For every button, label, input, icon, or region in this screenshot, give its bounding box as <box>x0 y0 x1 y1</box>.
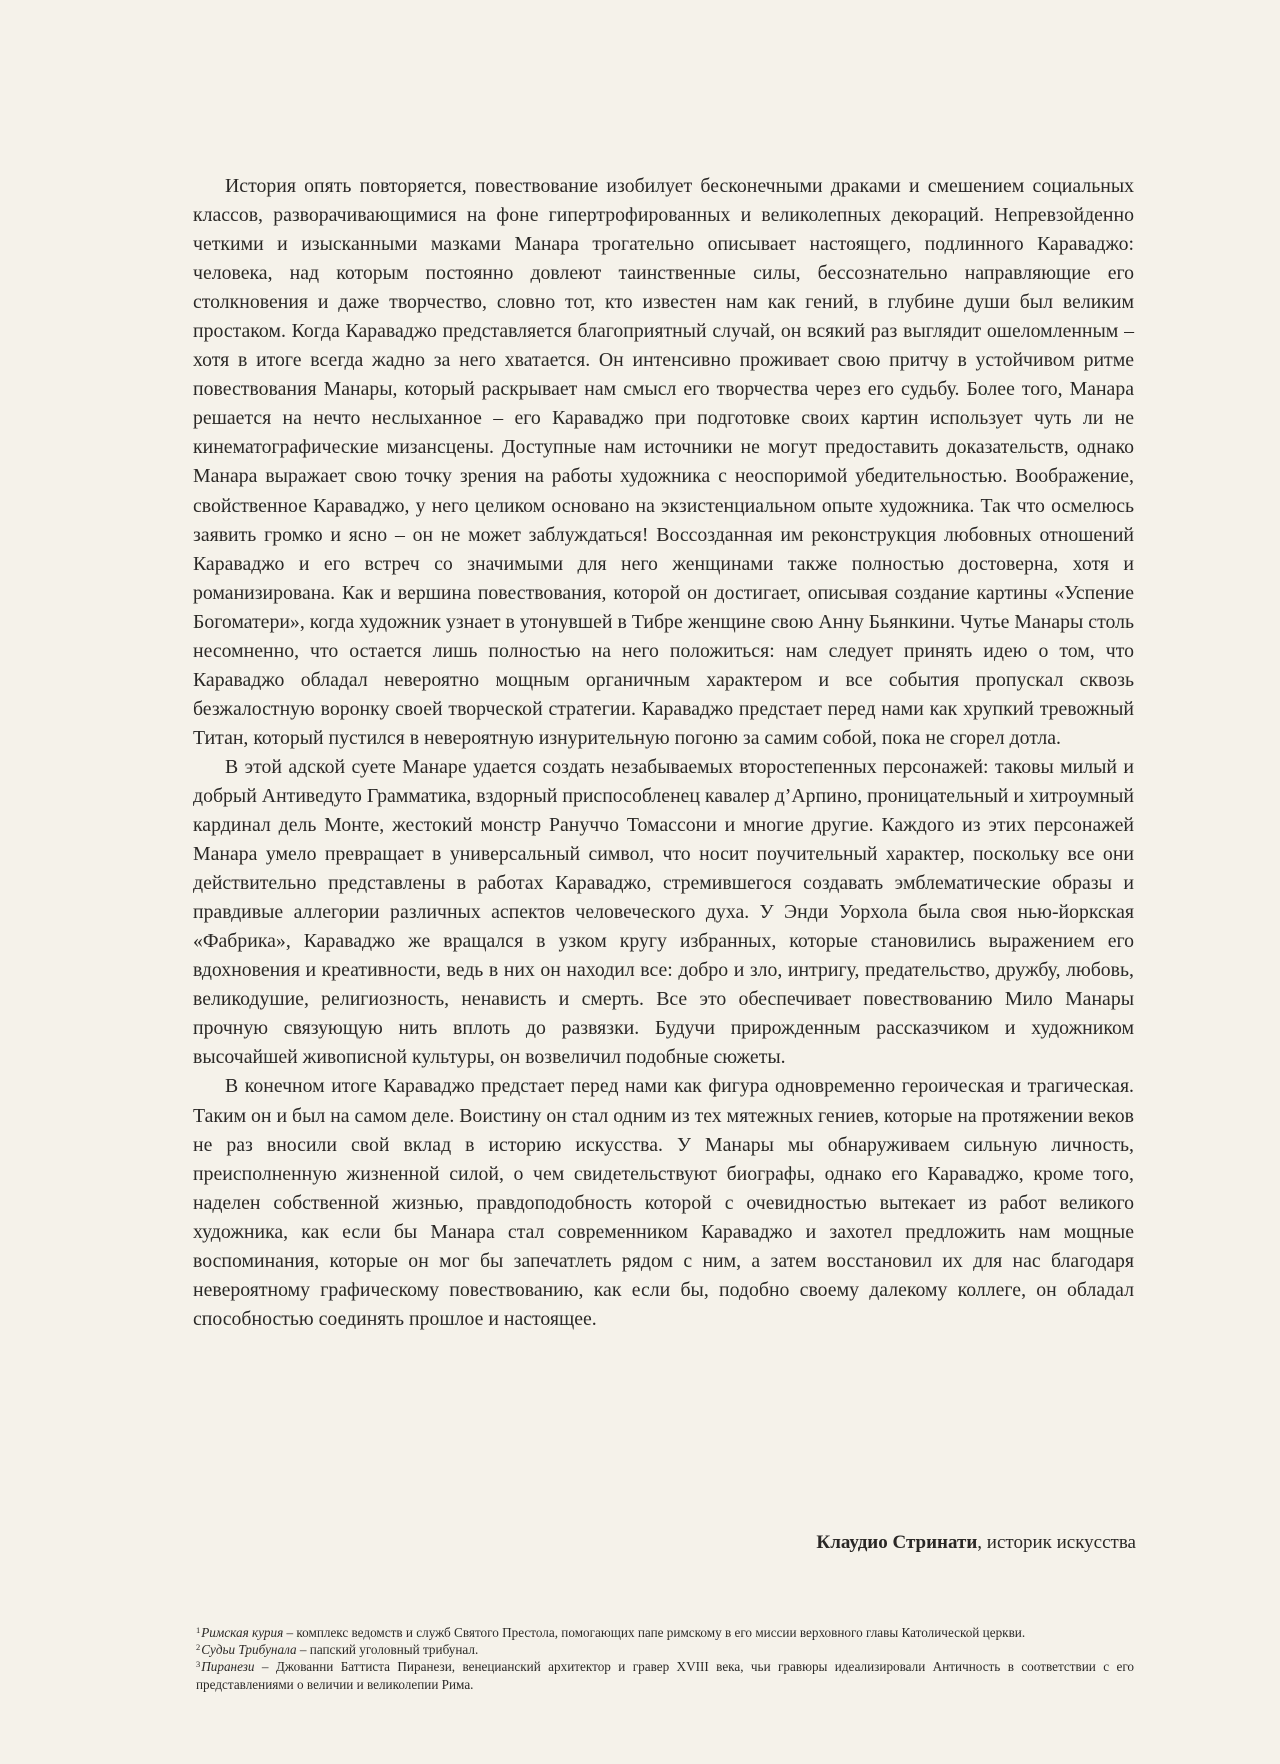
footnote-2-term: Судьи Трибунала <box>201 1642 297 1658</box>
paragraph-1: История опять повторяется, повествование изобилует бесконечными драками и смешением социальных классов, разворачивающимися на фоне гипертрофированных и великолепных декораций. Непревзойденно четкими и изысканными мазками Манара трогательно описывает настоящего, подлинного Караваджо: человека, над которым постоянно довлеют таинственные силы, бессознательно направляющие его столкновения и даже творчество, словно тот, кто известен нам как гений, в глубине души был великим простаком. Когда Караваджо представляется благоприятный случай, он всякий раз выглядит ошеломленным – хотя в итоге всегда жадно за него хватается. Он интенсивно проживает свою притчу в устойчивом ритме повествования Манары, который раскрывает нам смысл его творчества через его судьбу. Более того, Манара решается на нечто неслыханное – его Караваджо при подготовке своих картин использует чуть ли не кинематографические мизансцены. Доступные нам источники не могут предоставить доказательств, однако Манара выражает свою точку зрения на работы художника с неоспоримой убедительностью. Воображение, свойственное Караваджо, у него целиком основано на экзистенциальном опыте художника. Так что осмелюсь заявить громко и ясно – он не может заблуждаться! Воссозданная им реконструкция любовных отношений Караваджо и его встреч со значимыми для него женщинами также полностью достоверна, хотя и романизирована. Как и вершина повествования, которой он достигает, описывая создание картины «Успение Богоматери», когда художник узнает в утонувшей в Тибре женщине свою Анну Бьянкини. Чутье Манары столь несомненно, что остается лишь полностью на него положиться: нам следует принять идею о том, что Караваджо обладал невероятно мощным органичным характером и все события пропускал сквозь безжалостную воронку своей творческой стратегии. Караваджо предстает перед нами как хрупкий тревожный Титан, который пустился в невероятную изнурительную погоню за самим собой, пока не сгорел дотла. <box>193 175 1134 749</box>
footnote-2-number: 2 <box>196 1642 201 1653</box>
footnote-2 <box>196 1641 1134 1658</box>
footnote-1-term: Римская курия <box>201 1625 284 1640</box>
footnote-1-text: – комплекс ведомств и служб Святого Престола, помогающих папе римскому в его миссии верховного главы Католической церкви. <box>283 1625 1026 1640</box>
footnote-3-number: 3 <box>196 1659 201 1670</box>
footnotes <box>196 1624 1134 1693</box>
footnote-3-text: – Джованни Баттиста Пиранези, венецианский архитектор и гравер XVIII века, чьи гравюры идеализировали Античность в соответствии с его представлениями о величии и великолепии Рима. <box>196 1659 1134 1692</box>
footnote-1 <box>196 1624 1134 1641</box>
footnote-2-text: – папский уголовный трибунал. <box>296 1642 479 1658</box>
footnote-1-number: 1 <box>196 1625 201 1635</box>
author-signature <box>816 1529 1136 1557</box>
author-role: , историк искусства <box>977 1532 1136 1553</box>
footnote-3 <box>196 1658 1134 1692</box>
article-body <box>193 172 1134 1334</box>
author-name: Клаудио Стринати <box>816 1532 978 1553</box>
paragraph-3: В конечном итоге Караваджо предстает перед нами как фигура одновременно героическая и трагическая. Таким он и был на самом деле. Воистину он стал одним из тех мятежных гениев, которые на протяжении веков не раз вносили свой вклад в историю искусства. У Манары мы обнаруживаем сильную личность, преисполненную жизненной силой, о чем свидетельствуют биографы, однако его Караваджо, кроме того, наделен собственной жизнью, правдоподобность которой с очевидностью вытекает из работ великого художника, как если бы Манара стал современником Караваджо и захотел предложить нам мощные воспоминания, которые он мог бы запечатлеть рядом с ним, а затем восстановил их для нас благодаря невероятному графическому повествованию, как если бы, подобно своему далекому коллеге, он обладал способностью соединять прошлое и настоящее. <box>193 1075 1134 1330</box>
footnote-3-term: Пиранези <box>201 1659 255 1675</box>
paragraph-2: В этой адской суете Манаре удается создать незабываемых второстепенных персонажей: таковы милый и добрый Антиведуто Грамматика, вздорный приспособленец кавалер д’Арпино, проницательный и хитроумный кардинал дель Монте, жестокий монстр Рануччо Томассони и многие другие. Каждого из этих персонажей Манара умело превращает в универсальный символ, что носит поучительный характер, поскольку все они действительно представлены в работах Караваджо, стремившегося создавать эмблематические образы и правдивые аллегории различных аспектов человеческого духа. У Энди Уорхола была своя нью-йоркская «Фабрика», Караваджо же вращался в узком кругу избранных, которые становились выражением его вдохновения и креативности, ведь в них он находил все: добро и зло, интригу, предательство, дружбу, любовь, великодушие, религиозность, ненависть и смерть. Все это обеспечивает повествованию Мило Манары прочную связующую нить вплоть до развязки. Будучи прирожденным рассказчиком и художником высочайшей живописной культуры, он возвеличил подобные сюжеты. <box>193 755 1134 1069</box>
